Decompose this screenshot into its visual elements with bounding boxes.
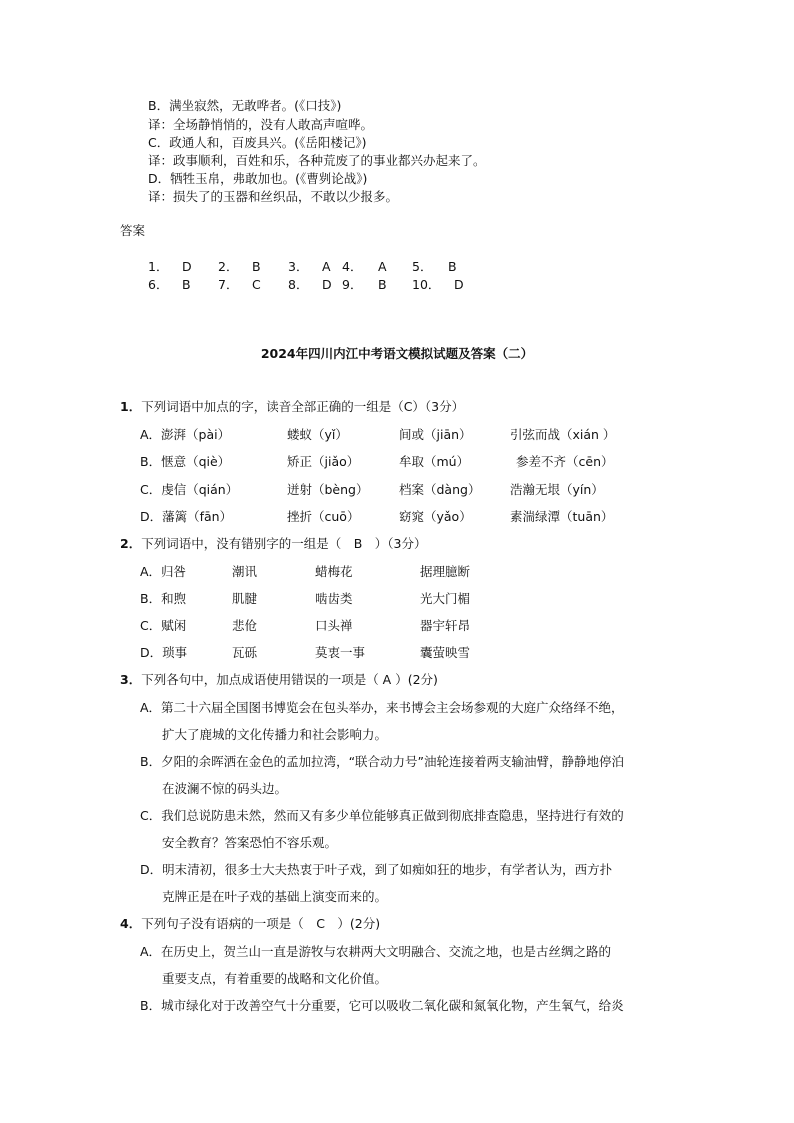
q1-option-b: B．惬意（qiè） <box>140 454 231 469</box>
q2-option-b-word3: 啮齿类 <box>315 591 353 606</box>
q1-option-c: C．虔信（qián） <box>140 482 239 497</box>
q3-option-c-cont: 安全教育？答案恐怕不容乐观。 <box>162 835 338 850</box>
answer-num: 6． <box>148 277 169 292</box>
q1-option-a-word3: 间或（jiān） <box>399 427 472 442</box>
q2-option-a: A．归咎 <box>140 564 187 579</box>
answer-num: 7． <box>218 277 239 292</box>
q1-option-b-word4: 参差不齐（cēn） <box>516 454 614 469</box>
q3-option-b: B．夕阳的余晖洒在金色的孟加拉湾，“联合动力号”油轮连接着两支输油臂，静静地停泊 <box>140 754 625 769</box>
q2-option-c: C．赋闲 <box>140 618 187 633</box>
q1-option-b-word2: 矫正（jiǎo） <box>287 454 360 469</box>
q2-option-b-word4: 光大门楣 <box>420 591 471 606</box>
q2-option-c-word3: 口头禅 <box>315 618 353 633</box>
answer-label: 答案 <box>120 223 146 238</box>
answer-num: 4． <box>342 259 363 274</box>
q1-option-b-word3: 牟取（mú） <box>399 454 470 469</box>
answer-letter: D <box>182 259 192 274</box>
question-3 <box>120 671 438 689</box>
question-stem: 下列词语中，没有错别字的一组是（ B ）（3分） <box>141 536 427 551</box>
q2-option-a-word2: 潮讯 <box>232 564 258 579</box>
answer-row <box>148 276 548 294</box>
q2-option-a-word4: 据理臆断 <box>420 564 471 579</box>
answer-letter: B <box>448 259 457 274</box>
question-stem: 下列各句中，加点成语使用错误的一项是（ A ）(2分) <box>141 672 438 687</box>
answer-letter: A <box>378 259 387 274</box>
answer-num: 9． <box>342 277 363 292</box>
q1-option-a: A．澎湃（pài） <box>140 427 231 442</box>
page-title: 2024年四川内江中考语文模拟试题及答案（二） <box>260 346 534 361</box>
answer-num: 8． <box>288 277 309 292</box>
q2-option-a-word3: 蜡梅花 <box>315 564 353 579</box>
answer-num: 1． <box>148 259 169 274</box>
q3-option-d-cont: 克牌正是在叶子戏的基础上演变而来的。 <box>162 889 388 904</box>
prev-line: C．政通人和，百废具兴。(《岳阳楼记》) <box>148 135 367 150</box>
prev-line: 译：全场静悄悄的，没有人敢高声喧哗。 <box>148 117 374 132</box>
prev-line: 译：损失了的玉器和丝织品，不敢以少报多。 <box>148 189 399 204</box>
q2-option-c-word4: 器宇轩昂 <box>420 618 471 633</box>
q1-option-c-word3: 档案（dàng） <box>399 482 481 497</box>
q1-option-d: D．藩篱（fān） <box>140 509 233 524</box>
answer-letter: D <box>322 277 332 292</box>
answer-row <box>148 258 548 276</box>
prev-line: 译：政事顺利，百姓和乐，各种荒废了的事业都兴办起来了。 <box>148 153 486 168</box>
q3-option-d: D．明末清初，很多士大夫热衷于叶子戏，到了如痴如狂的地步，有学者认为，西方扑 <box>140 862 613 877</box>
q3-option-c: C．我们总说防患未然，然而又有多少单位能够真正做到彻底排查隐患，坚持进行有效的 <box>140 808 624 823</box>
q1-option-a-word2: 蝼蚁（yǐ） <box>287 427 348 442</box>
prev-line: D．牺牲玉帛，弗敢加也。(《曹刿论战》) <box>148 171 368 186</box>
q2-option-d-word2: 瓦砾 <box>232 645 258 660</box>
answer-letter: A <box>322 259 331 274</box>
answer-letter: C <box>252 277 261 292</box>
q2-option-c-word2: 悲伧 <box>232 618 258 633</box>
q1-option-c-word4: 浩瀚无垠（yín） <box>510 482 604 497</box>
answer-letter: D <box>454 277 464 292</box>
answer-letter: B <box>378 277 387 292</box>
question-stem: 下列句子没有语病的一项是（ C ）(2分) <box>141 916 381 931</box>
q3-option-a-cont: 扩大了鹿城的文化传播力和社会影响力。 <box>162 727 388 742</box>
question-2 <box>120 535 426 553</box>
answer-num: 3． <box>288 259 309 274</box>
answer-num: 2． <box>218 259 239 274</box>
prev-line: B．满坐寂然，无敢哗者。(《口技》) <box>148 98 342 113</box>
answer-letter: B <box>182 277 191 292</box>
question-1 <box>120 398 464 416</box>
answer-num: 10． <box>412 277 441 292</box>
question-number: 2． <box>120 536 142 551</box>
q2-option-b-word2: 肌腱 <box>232 591 258 606</box>
q4-option-a: A．在历史上，贺兰山一直是游牧与农耕两大文明融合、交流之地，也是古丝绸之路的 <box>140 944 612 959</box>
q1-option-d-word3: 窈窕（yǎo） <box>399 509 472 524</box>
q3-option-a: A．第二十六届全国图书博览会在包头举办，来书博会主会场参观的大庭广众络绎不绝， <box>140 700 624 715</box>
q1-option-c-word2: 迸射（bèng） <box>287 482 369 497</box>
q2-option-d: D．琐事 <box>140 645 188 660</box>
q1-option-d-word4: 素湍绿潭（tuān） <box>510 509 614 524</box>
q2-option-d-word3: 莫衷一事 <box>315 645 366 660</box>
q1-option-d-word2: 挫折（cuō） <box>287 509 360 524</box>
answer-num: 5． <box>412 259 433 274</box>
question-stem: 下列词语中加点的字，读音全部正确的一组是（C）（3分） <box>141 399 465 414</box>
q4-option-b: B．城市绿化对于改善空气十分重要，它可以吸收二氧化碳和氮氧化物，产生氧气，给炎 <box>140 998 624 1013</box>
answer-letter: B <box>252 259 261 274</box>
question-number: 1． <box>120 399 142 414</box>
question-4 <box>120 915 380 933</box>
q2-option-d-word4: 囊萤映雪 <box>420 645 471 660</box>
q1-option-a-word4: 引弦而战（xián ） <box>510 427 616 442</box>
q2-option-b: B．和煦 <box>140 591 187 606</box>
q3-option-b-cont: 在波澜不惊的码头边。 <box>162 781 288 796</box>
question-number: 4． <box>120 916 142 931</box>
question-number: 3． <box>120 672 142 687</box>
q4-option-a-cont: 重要支点，有着重要的战略和文化价值。 <box>162 971 388 986</box>
